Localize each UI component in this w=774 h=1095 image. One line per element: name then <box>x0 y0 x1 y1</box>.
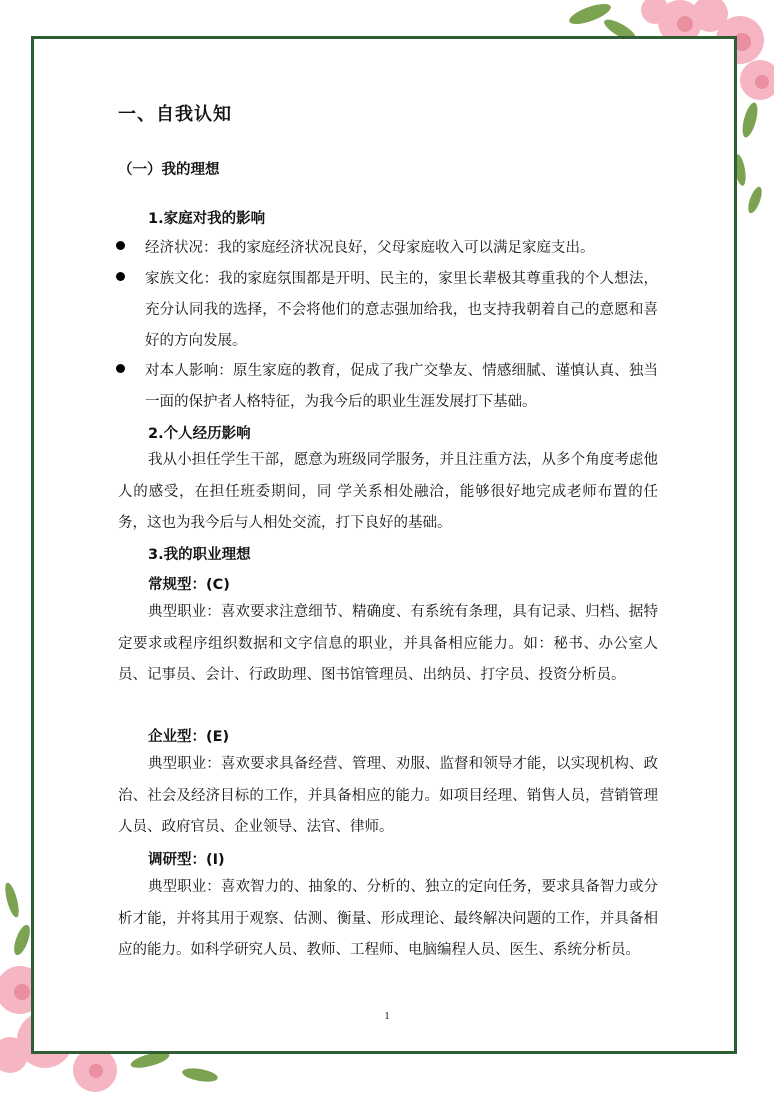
career-type-label: 调研型：(I) <box>148 852 225 868</box>
list-item-text: 对本人影响：原生家庭的教育，促成了我广交挚友、情感细腻、谨慎认真、独当一面的保护者人格特征，为我今后的职业生涯发展打下基础。 <box>145 363 658 410</box>
paragraph-career-type: 典型职业：喜欢要求注意细节、精确度、有系统有条理，具有记录、归档、据特定要求或程序组织数据和文字信息的职业，并具备相应能力。如：秘书、办公室人员、记事员、会计、行政助理、图书馆管理员、出纳员、打字员、投资分析员。 <box>118 604 658 683</box>
heading-self-cognition: 一、自我认知 <box>118 104 232 125</box>
career-type-label: 常规型：(C) <box>148 577 230 593</box>
list-item-text: 家族文化：我的家庭氛围都是开明、民主的，家里长辈极其尊重我的个人想法，充分认同我的选择，不会将他们的意志强加给我，也支持我朝着自己的意愿和喜好的方向发展。 <box>145 271 658 349</box>
list-item <box>116 233 658 264</box>
paragraph-career-type: 典型职业：喜欢要求具备经营、管理、劝服、监督和领导才能，以实现机构、政治、社会及经济目标的工作，并具备相应的能力。如项目经理、销售人员，营销管理人员、政府官员、企业领导、法官、律师。 <box>118 756 658 835</box>
heading-my-ideal: （一）我的理想 <box>118 162 220 178</box>
list-item-text: 经济状况：我的家庭经济状况良好，父母家庭收入可以满足家庭支出。 <box>145 240 595 256</box>
heading-career-ideal: 3.我的职业理想 <box>148 547 251 563</box>
heading-family-influence: 1.家庭对我的影响 <box>148 211 266 227</box>
bullet-icon <box>116 272 125 281</box>
page-number: 1 <box>384 1010 390 1022</box>
bullet-icon <box>116 364 125 373</box>
bullet-icon <box>116 241 125 250</box>
heading-personal-experience: 2.个人经历影响 <box>148 426 251 442</box>
list-item <box>116 356 658 418</box>
career-type-label: 企业型：(E) <box>148 729 230 745</box>
paragraph-experience: 我从小担任学生干部，愿意为班级同学服务，并且注重方法，从多个角度考虑他人的感受，在担任班委期间，同 学关系相处融洽，能够很好地完成老师布置的任务，这也为我今后与人相处交流，打下良好的基础。 <box>118 452 658 531</box>
paragraph-career-type: 典型职业：喜欢智力的、抽象的、分析的、独立的定向任务，要求具备智力或分析才能，并将其用于观察、估测、衡量、形成理论、最终解决问题的工作，并具备相应的能力。如科学研究人员、教师、工程师、电脑编程人员、医生、系统分析员。 <box>118 879 658 958</box>
list-item <box>116 264 658 357</box>
